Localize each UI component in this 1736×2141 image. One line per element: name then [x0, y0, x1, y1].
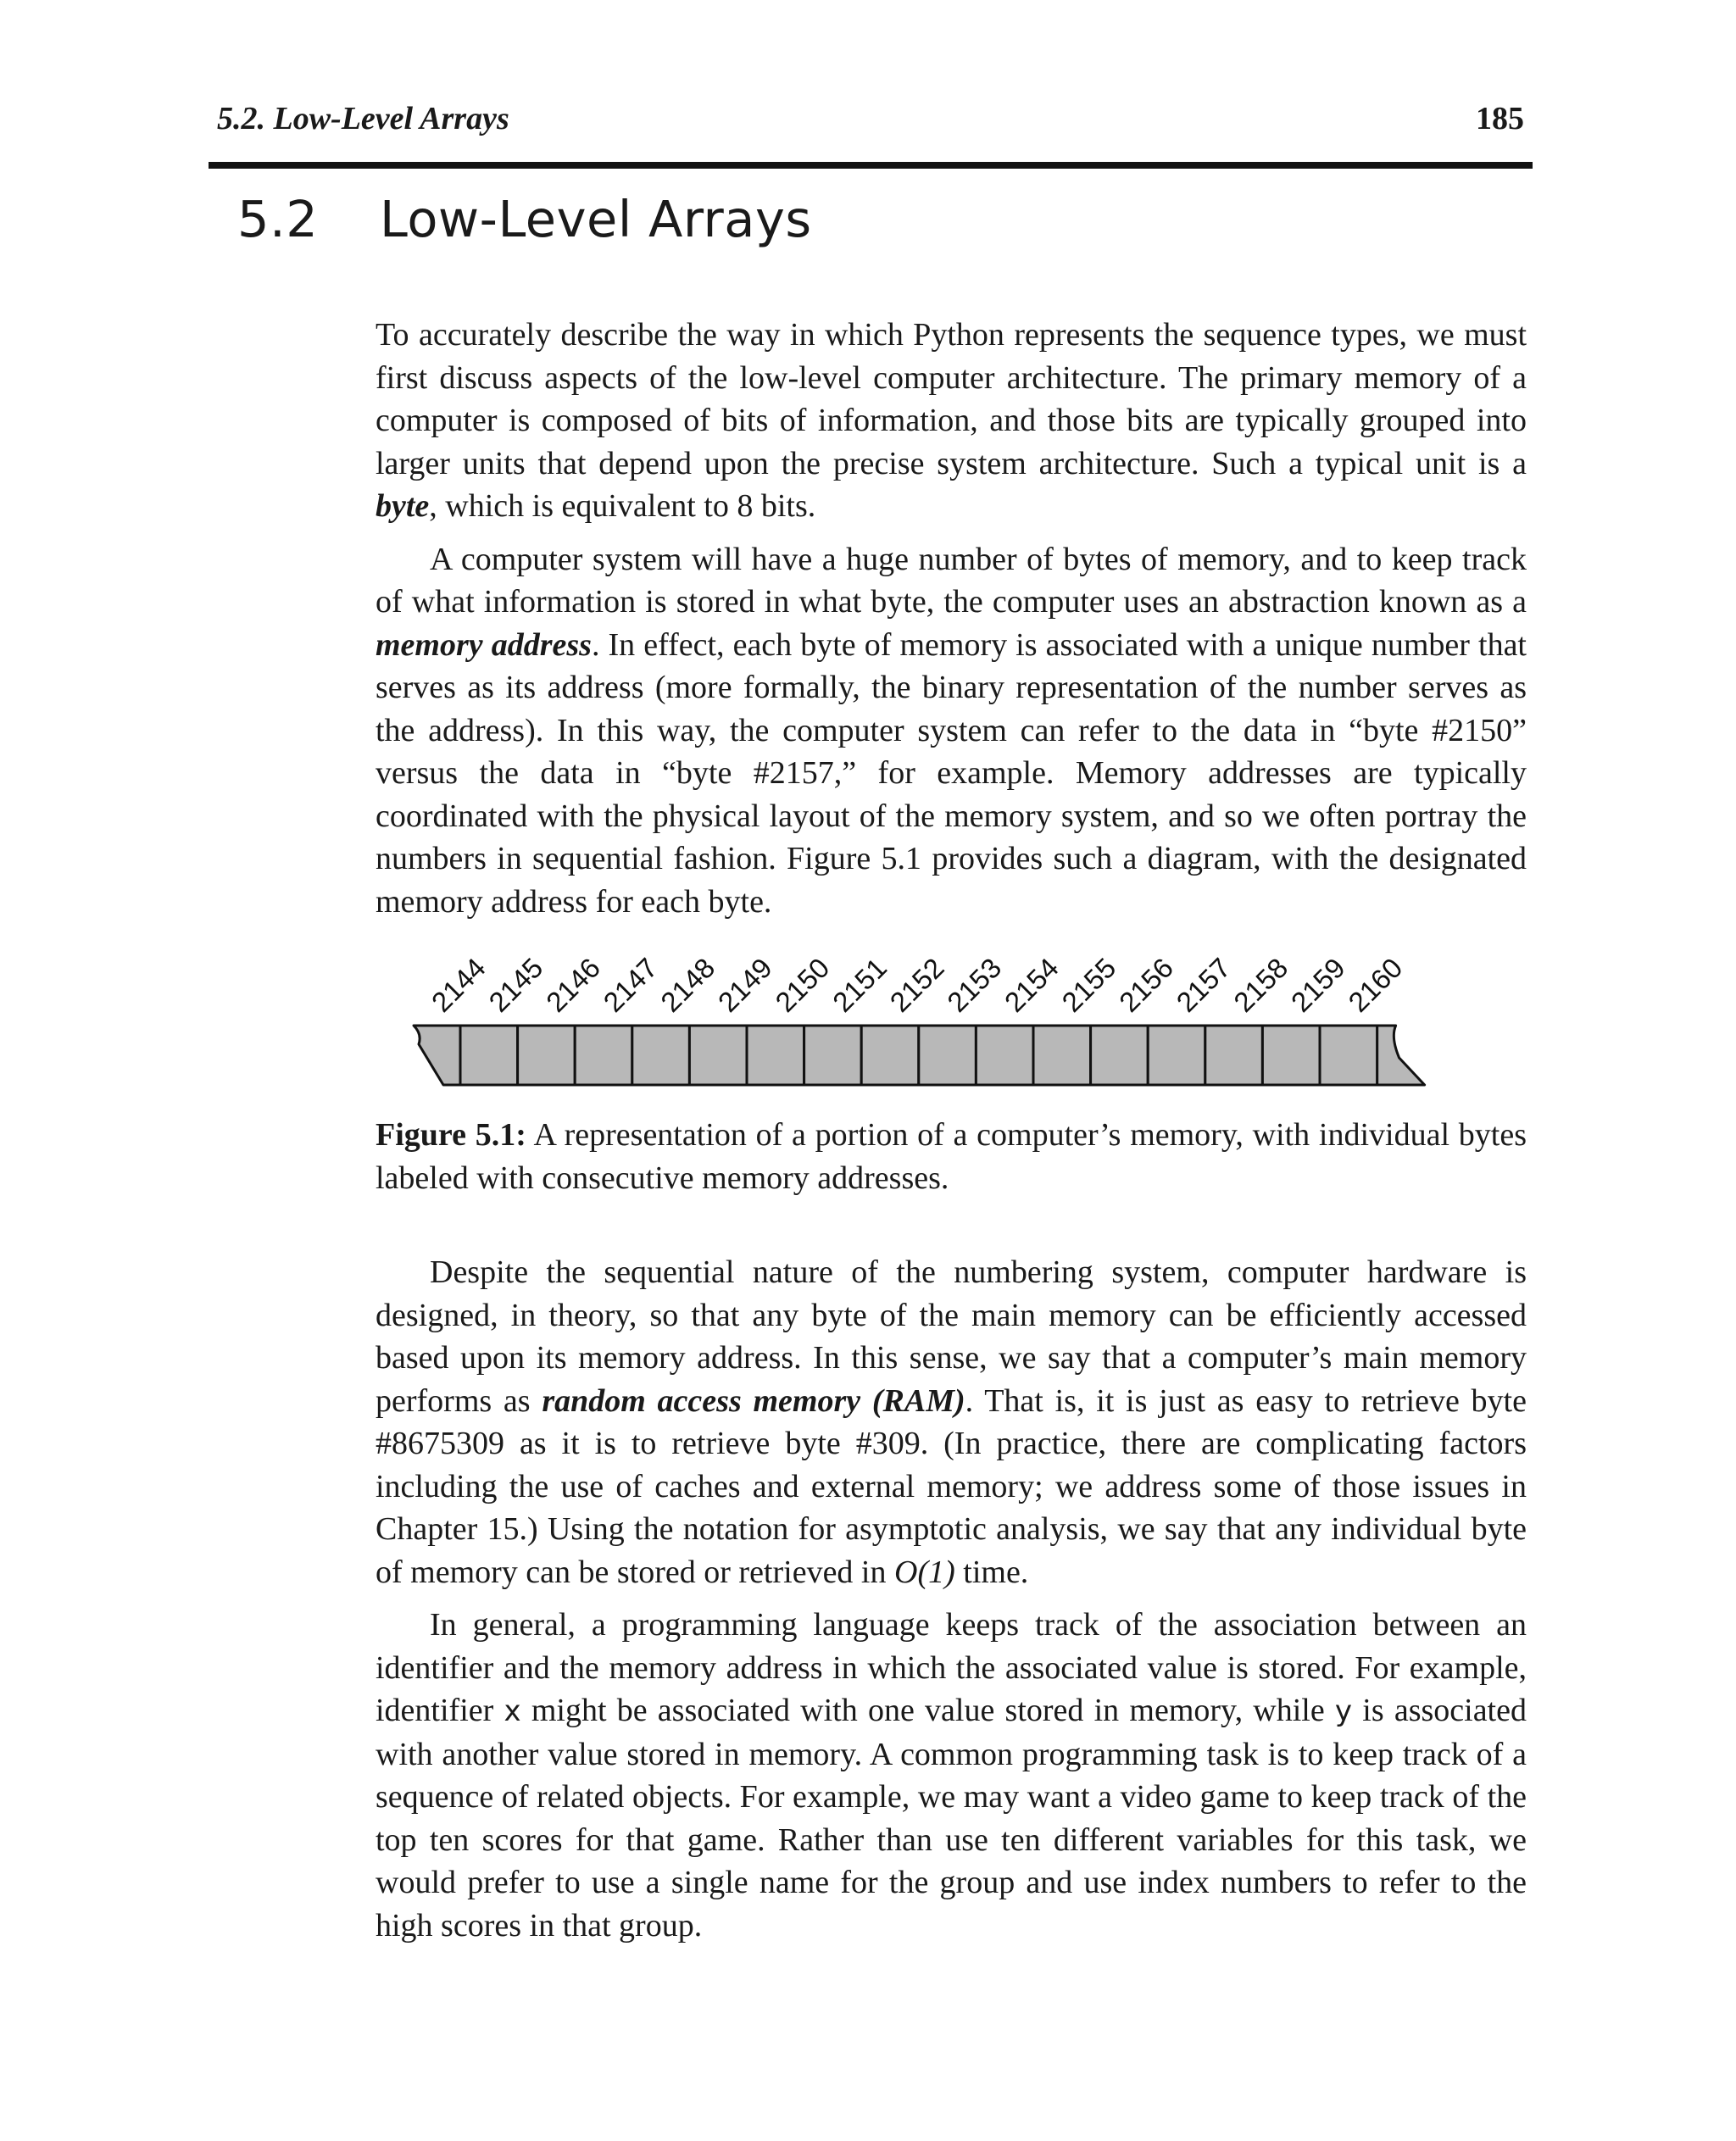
memory-address-label: 2159	[1284, 951, 1351, 1018]
paragraph-2-text-a: A computer system will have a huge number of bytes of memory, and to keep track of what information is stored in what byte, the computer uses an abstraction known as a	[376, 541, 1527, 620]
memory-address-label: 2144	[425, 951, 492, 1018]
memory-strip-left-end	[414, 1026, 460, 1085]
memory-address-label: 2155	[1055, 951, 1122, 1018]
memory-address-label: 2149	[711, 951, 778, 1018]
paragraph-4-text-b: might be associated with one value stored in memory, while	[520, 1693, 1335, 1728]
memory-address-label: 2148	[654, 951, 721, 1018]
paragraph-1-text-b: , which is equivalent to 8 bits.	[429, 488, 816, 524]
memory-byte-cell	[632, 1026, 690, 1085]
identifier-x: x	[504, 1694, 521, 1728]
memory-byte-cell	[861, 1026, 919, 1085]
running-head	[210, 100, 1531, 142]
memory-byte-cell	[575, 1026, 632, 1085]
memory-address-label: 2157	[1170, 951, 1237, 1018]
paragraph-4-text-c: is associated with another value stored in memory. A common programming task is to keep track of a sequence of related objects. For example, we may want a video game to keep track of the top ten scores for that game. Rather than use ten different variables for this task, we would prefer to use a single name for the group and use index numbers to refer to the high scores in that group.	[376, 1693, 1527, 1944]
memory-address-label: 2153	[941, 951, 1008, 1018]
page-number: 185	[1476, 101, 1524, 136]
big-o-notation: O(1)	[894, 1554, 955, 1590]
memory-address-label: 2160	[1342, 951, 1409, 1018]
paragraph-2-text-b: . In effect, each byte of memory is associated with a unique number that serves as its address (more formally, the binary representation of the number serves as the address). In this way, the computer system can refer to the data in “byte #2150” versus the data in “byte #2157,” for example. Memory addresses are typically coordinated with the physical layout of the memory system, and so we often portray the numbers in sequential fashion. Figure 5.1 provides such a diagram, with the designated memory address for each byte.	[376, 626, 1527, 920]
identifier-y: y	[1334, 1694, 1353, 1728]
memory-strip-right-end	[1377, 1026, 1425, 1085]
paragraph-3	[376, 1251, 1527, 1593]
memory-address-label: 2152	[883, 951, 950, 1018]
paragraph-1	[376, 314, 1527, 528]
memory-address-label: 2147	[597, 951, 664, 1018]
paragraph-2	[376, 538, 1527, 924]
paragraph-4-text-a: In general, a programming language keeps track of the association between an identifier and the memory address in which the associated value is stored. For example, identifier	[376, 1607, 1527, 1728]
memory-byte-cell	[518, 1026, 576, 1085]
memory-byte-cell	[976, 1026, 1033, 1085]
memory-byte-cell	[1262, 1026, 1320, 1085]
memory-byte-cell	[1148, 1026, 1205, 1085]
memory-address-label: 2151	[826, 951, 893, 1018]
memory-address-label: 2154	[998, 951, 1065, 1018]
body-text-lower	[376, 1251, 1527, 1947]
section-title: Low-Level Arrays	[380, 190, 812, 248]
figure-label: Figure 5.1:	[376, 1117, 526, 1153]
memory-byte-cell	[804, 1026, 862, 1085]
memory-diagram	[407, 941, 1500, 1093]
memory-address-label: 2150	[769, 951, 836, 1018]
paragraph-4	[376, 1604, 1527, 1947]
term-byte: byte	[376, 488, 430, 524]
memory-address-label: 2146	[539, 951, 607, 1018]
body-text-upper	[376, 314, 1527, 923]
memory-byte-cell	[460, 1026, 518, 1085]
memory-byte-cell	[689, 1026, 747, 1085]
term-ram: random access memory (RAM)	[542, 1382, 965, 1419]
section-heading	[237, 190, 812, 248]
header-rule	[209, 162, 1533, 169]
paragraph-3-text-a: Despite the sequential nature of the numbering system, computer hardware is designed, in theory, so that any byte of the main memory can be efficiently accessed based upon its memory address. In this sense, we say that a computer’s main memory performs as	[376, 1254, 1527, 1419]
paragraph-3-text-c: time.	[954, 1554, 1029, 1590]
figure-caption-text: A representation of a portion of a computer’s memory, with individual bytes labeled with consecutive memory addresses.	[376, 1117, 1527, 1196]
memory-byte-cell	[1033, 1026, 1091, 1085]
memory-address-label: 2158	[1227, 951, 1294, 1018]
memory-address-label: 2145	[482, 951, 549, 1018]
memory-figure	[407, 941, 1500, 1093]
running-head-section: 5.2. Low-Level Arrays	[217, 101, 509, 136]
figure-caption	[376, 1114, 1527, 1199]
memory-byte-cell	[747, 1026, 804, 1085]
memory-byte-cell	[919, 1026, 976, 1085]
paragraph-3-text-b: . That is, it is just as easy to retrieve byte #8675309 as it is to retrieve byte #309. (In practice, there are complicating factors including the use of caches and external memory; we address some of those issues in Chapter 15.) Using the notation for asymptotic analysis, we say that any individual byte of memory can be stored or retrieved in	[376, 1382, 1527, 1590]
memory-byte-cell	[1091, 1026, 1149, 1085]
memory-byte-cell	[1205, 1026, 1263, 1085]
term-memory-address: memory address	[376, 626, 592, 663]
memory-address-label: 2156	[1112, 951, 1180, 1018]
section-number: 5.2	[237, 190, 319, 248]
memory-byte-cell	[1320, 1026, 1377, 1085]
paragraph-1-text-a: To accurately describe the way in which Python represents the sequence types, we must first discuss aspects of the low-level computer architecture. The primary memory of a computer is composed of bits of information, and those bits are typically grouped into larger units that depend upon the precise system architecture. Such a typical unit is a	[376, 317, 1527, 481]
